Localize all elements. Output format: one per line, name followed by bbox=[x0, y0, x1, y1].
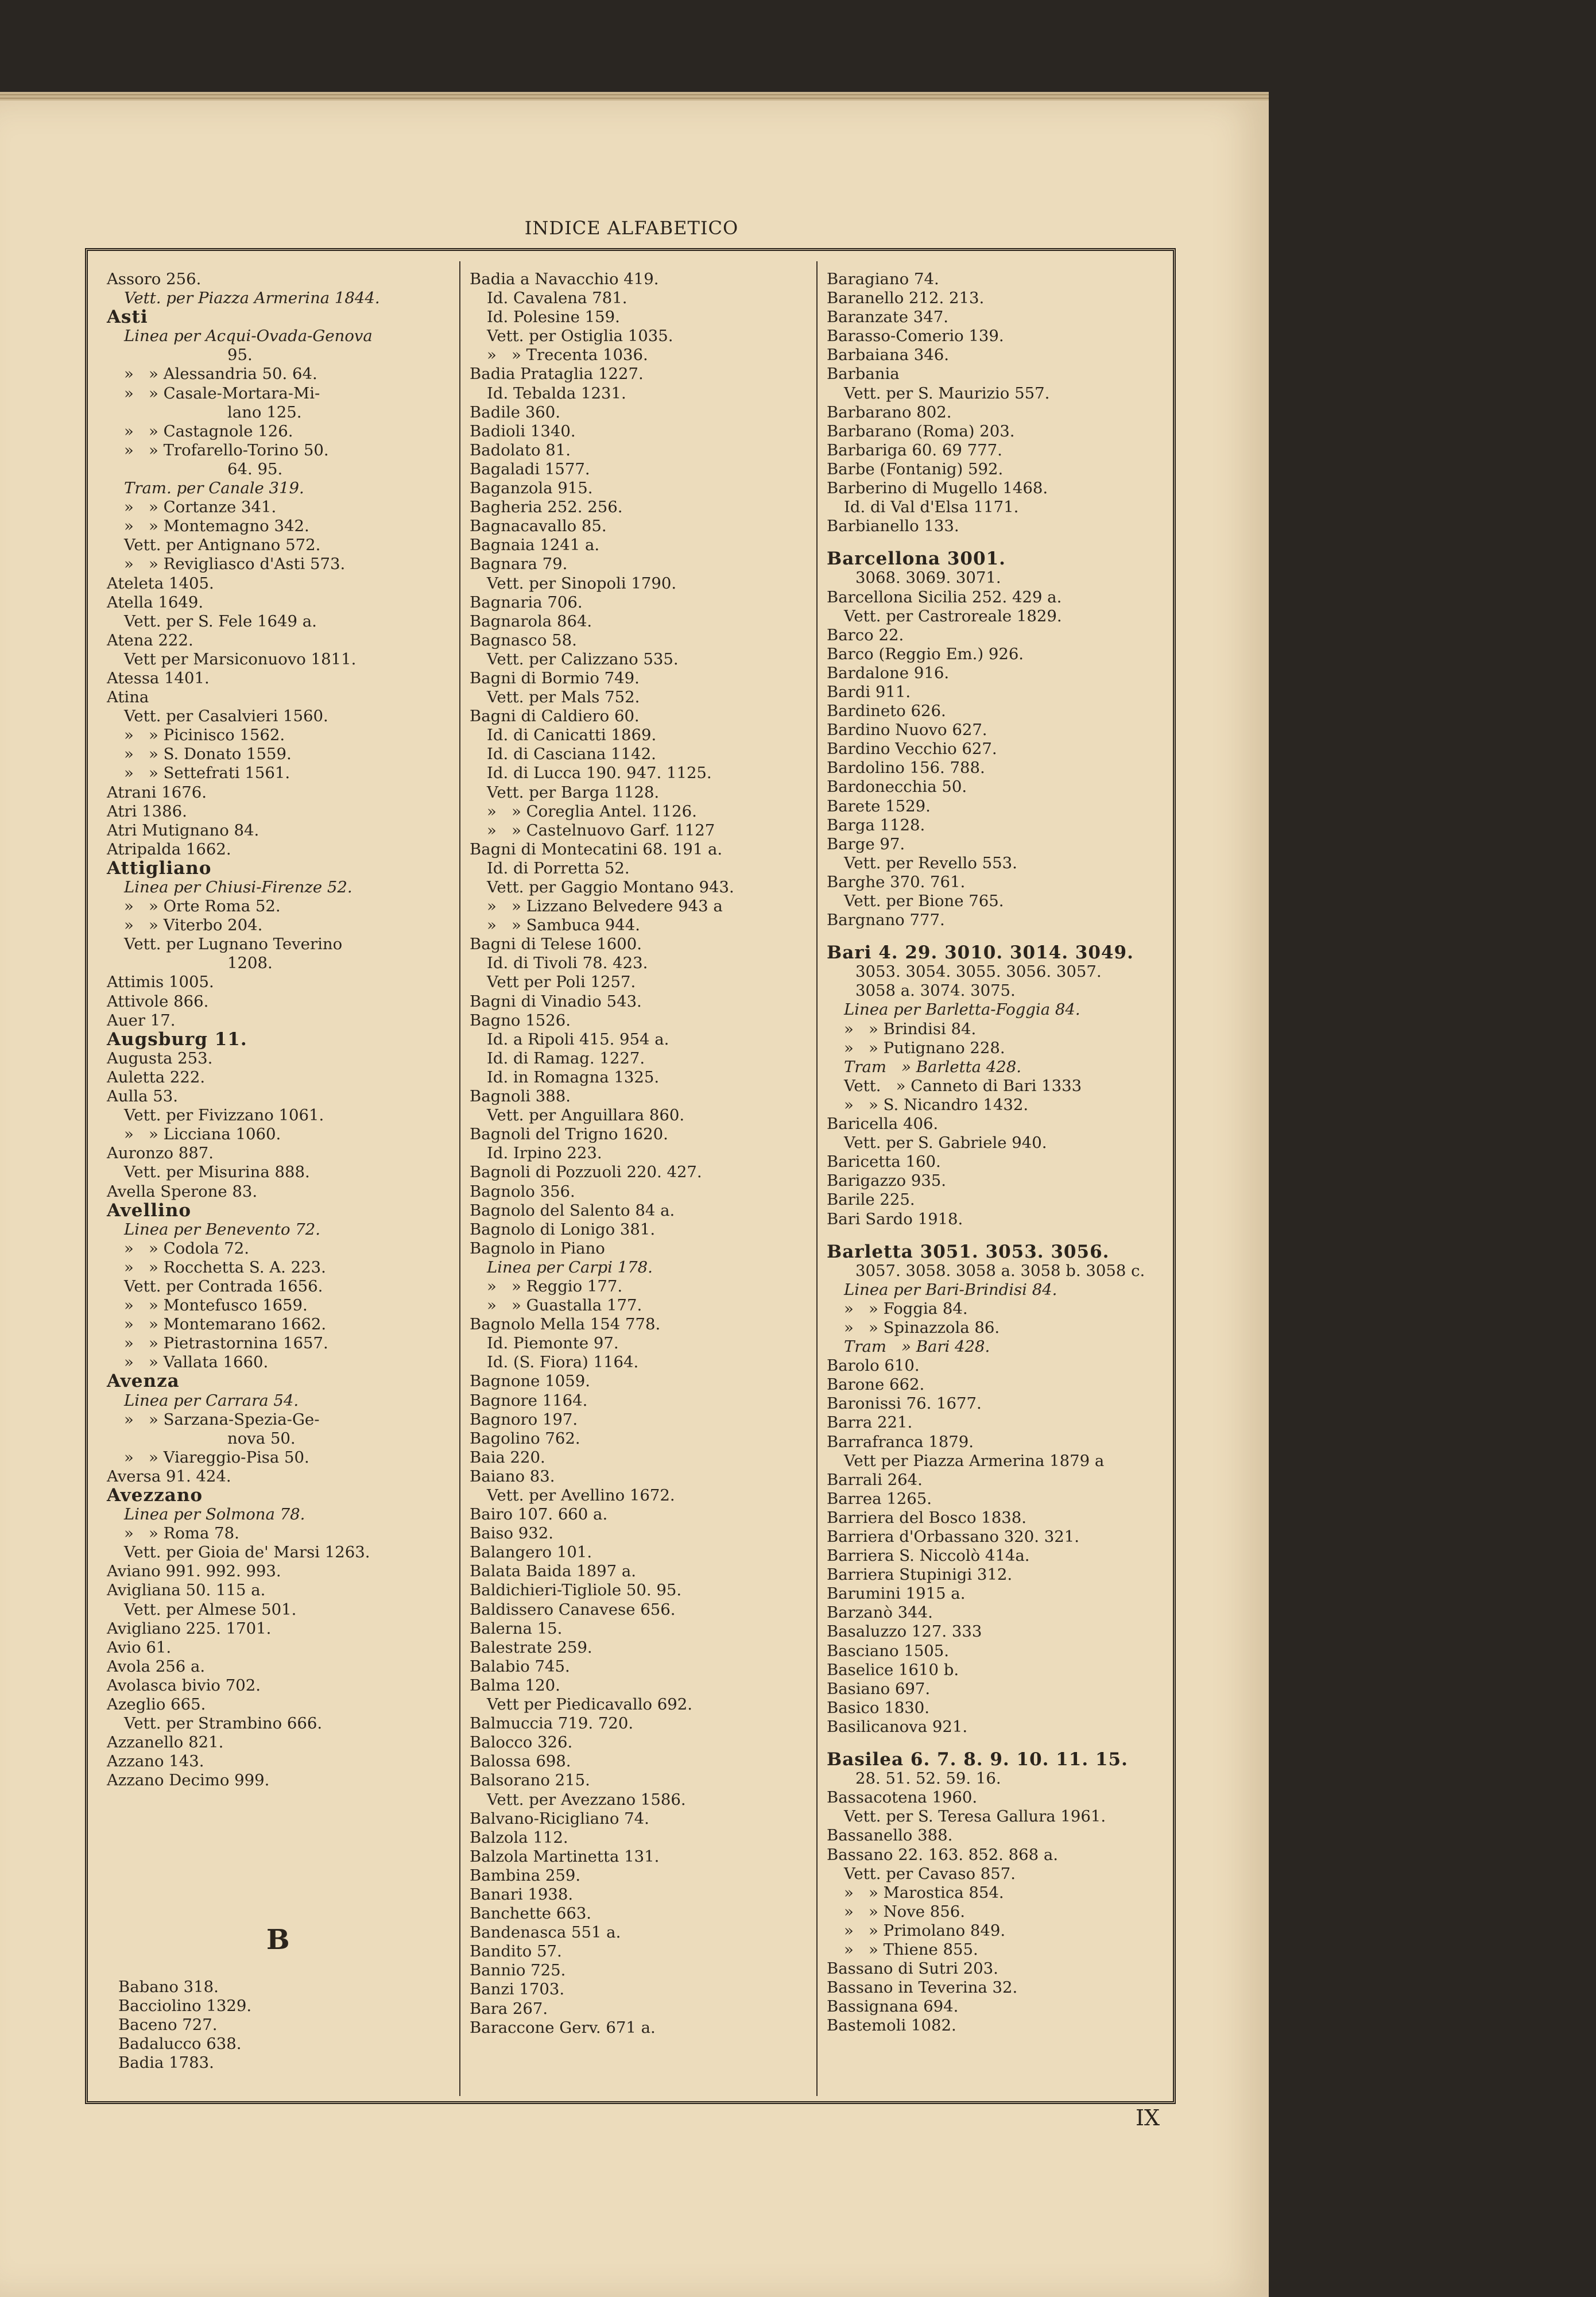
index-entry: Barete 1529. bbox=[827, 796, 931, 815]
index-entry: Barra 221. bbox=[827, 1413, 913, 1432]
index-entry: Baganzola 915. bbox=[470, 479, 593, 498]
index-entry: Baceno 727. bbox=[118, 2016, 218, 2035]
index-entry: » » S. Donato 1559. bbox=[124, 745, 292, 764]
index-entry: » » Putignano 228. bbox=[844, 1038, 1005, 1057]
index-entry: Barzanò 344. bbox=[827, 1603, 933, 1622]
index-entry: Basiano 697. bbox=[827, 1679, 931, 1698]
index-entry: Atena 222. bbox=[107, 631, 193, 649]
index-entry: Azzanello 821. bbox=[107, 1733, 224, 1752]
index-entry: Bagheria 252. 256. bbox=[470, 498, 623, 517]
index-entry: Bardineto 626. bbox=[827, 702, 946, 721]
index-entry: Baldichieri-Tigliole 50. 95. bbox=[470, 1581, 682, 1600]
index-entry: Bagnone 1059. bbox=[470, 1372, 590, 1391]
index-column-3 bbox=[827, 270, 1165, 2035]
index-entry: Vett. per Anguillara 860. bbox=[487, 1106, 685, 1125]
index-entry: Banchette 663. bbox=[470, 1904, 592, 1923]
page-number: IX bbox=[1136, 2105, 1160, 2130]
index-entry: 3053. 3054. 3055. 3056. 3057. bbox=[855, 962, 1102, 981]
index-heading: Asti bbox=[107, 307, 148, 328]
index-entry: Vett. per S. Gabriele 940. bbox=[844, 1134, 1047, 1153]
index-entry: » » Castagnole 126. bbox=[124, 421, 293, 440]
index-entry: Badia a Navacchio 419. bbox=[470, 270, 659, 288]
section-letter: B bbox=[266, 1924, 290, 1956]
index-entry: » » Revigliasco d'Asti 573. bbox=[124, 555, 346, 574]
index-entry: Auer 17. bbox=[107, 1011, 176, 1030]
index-entry: » » Coreglia Antel. 1126. bbox=[487, 802, 697, 821]
index-entry: Linea per Barletta-Foggia 84. bbox=[844, 1000, 1080, 1019]
index-entry: Barolo 610. bbox=[827, 1356, 920, 1375]
index-entry: Barbarano 802. bbox=[827, 403, 952, 421]
index-entry bbox=[827, 1737, 1165, 1750]
index-entry: » » Sambuca 944. bbox=[487, 916, 641, 935]
index-column-1 bbox=[107, 270, 451, 1791]
index-entry bbox=[827, 1229, 1165, 1243]
index-entry: Baraccone Gerv. 671 a. bbox=[470, 2018, 656, 2037]
index-entry: Badalucco 638. bbox=[118, 2035, 242, 2054]
index-entry: Vett. per Contrada 1656. bbox=[124, 1277, 323, 1296]
index-entry: Baiano 83. bbox=[470, 1467, 555, 1486]
index-entry: Bara 267. bbox=[470, 1999, 548, 2018]
index-entry: Vett. per Ostiglia 1035. bbox=[487, 327, 673, 346]
index-entry: Id. Tebalda 1231. bbox=[487, 384, 626, 403]
index-entry: Badia Prataglia 1227. bbox=[470, 365, 644, 384]
index-entry: Bari Sardo 1918. bbox=[827, 1209, 963, 1228]
index-entry: Id. di Tivoli 78. 423. bbox=[487, 954, 648, 973]
index-entry: 3058 a. 3074. 3075. bbox=[855, 981, 1016, 1000]
index-entry: » » Castelnuovo Garf. 1127 bbox=[487, 821, 715, 840]
index-column-2 bbox=[470, 270, 808, 2037]
index-entry: » » Viareggio-Pisa 50. bbox=[124, 1448, 309, 1467]
index-entry: » » Licciana 1060. bbox=[124, 1125, 281, 1144]
index-entry: Barco 22. bbox=[827, 625, 904, 644]
index-entry: Baiso 932. bbox=[470, 1524, 554, 1543]
index-entry: » » Pietrastornina 1657. bbox=[124, 1334, 328, 1353]
index-entry: Vett. per Avellino 1672. bbox=[487, 1486, 675, 1505]
index-entry: Bairo 107. 660 a. bbox=[470, 1505, 608, 1524]
index-entry: Bagnacavallo 85. bbox=[470, 517, 607, 536]
index-entry: Bassano 22. 163. 852. 868 a. bbox=[827, 1845, 1059, 1864]
index-entry: Azzano Decimo 999. bbox=[107, 1771, 270, 1790]
index-entry: Barriera S. Niccolò 414a. bbox=[827, 1546, 1030, 1565]
index-entry: Bacciolino 1329. bbox=[118, 1997, 252, 2016]
index-entry: Augusta 253. bbox=[107, 1049, 213, 1068]
index-entry: Bardonecchia 50. bbox=[827, 778, 967, 796]
b-section-entries bbox=[118, 1978, 251, 2072]
index-entry: Balossa 698. bbox=[470, 1752, 571, 1771]
index-entry: Vett. per Sinopoli 1790. bbox=[487, 574, 677, 593]
index-entry: Vett. per Barga 1128. bbox=[487, 783, 660, 802]
index-entry: Bandenasca 551 a. bbox=[470, 1923, 621, 1942]
index-entry: Vett. per Antignano 572. bbox=[124, 536, 321, 555]
index-entry: Barile 225. bbox=[827, 1190, 915, 1209]
index-entry: Bardolino 156. 788. bbox=[827, 759, 985, 778]
index-entry: Balzola 112. bbox=[470, 1828, 568, 1847]
index-entry: » » Foggia 84. bbox=[844, 1299, 968, 1318]
index-entry: Bagnoli del Trigno 1620. bbox=[470, 1125, 668, 1144]
index-entry: Baldissero Canavese 656. bbox=[470, 1600, 676, 1619]
index-entry: Auletta 222. bbox=[107, 1068, 206, 1086]
index-entry: Badile 360. bbox=[470, 403, 561, 421]
index-entry: Barasso-Comerio 139. bbox=[827, 327, 1004, 346]
index-entry: Barbe (Fontanig) 592. bbox=[827, 459, 1004, 478]
index-entry: Id. di Casciana 1142. bbox=[487, 745, 656, 764]
index-entry: Bagnoro 197. bbox=[470, 1410, 578, 1429]
index-entry: Vett. per S. Maurizio 557. bbox=[844, 384, 1050, 403]
index-entry: 95. bbox=[227, 346, 253, 365]
index-entry: Barge 97. bbox=[827, 834, 905, 853]
index-entry: » » Montemagno 342. bbox=[124, 517, 309, 536]
index-entry: Vett. per Avezzano 1586. bbox=[487, 1790, 686, 1809]
index-entry: Vett. per Strambino 666. bbox=[124, 1714, 323, 1733]
index-entry: Basciano 1505. bbox=[827, 1641, 950, 1660]
index-entry: Bardi 911. bbox=[827, 682, 911, 701]
index-entry: Vett. per Casalvieri 1560. bbox=[124, 707, 328, 726]
index-entry: » » Codola 72. bbox=[124, 1239, 250, 1258]
index-entry: Bagni di Montecatini 68. 191 a. bbox=[470, 840, 723, 859]
index-entry: » » Viterbo 204. bbox=[124, 916, 263, 935]
index-entry: Bagolino 762. bbox=[470, 1429, 580, 1448]
index-heading: Avenza bbox=[107, 1371, 180, 1392]
index-entry: Barrali 264. bbox=[827, 1470, 923, 1489]
index-entry: Bambina 259. bbox=[470, 1866, 581, 1885]
index-entry: 1208. bbox=[227, 954, 273, 973]
index-entry: Id. di Porretta 52. bbox=[487, 859, 630, 877]
index-entry: Bagnarola 864. bbox=[470, 612, 592, 631]
index-entry: Avigliana 50. 115 a. bbox=[107, 1581, 266, 1600]
index-entry: » » Primolano 849. bbox=[844, 1921, 1006, 1940]
index-entry: Auronzo 887. bbox=[107, 1144, 214, 1163]
index-heading: Barcellona 3001. bbox=[827, 548, 1006, 570]
index-entry: Barghe 370. 761. bbox=[827, 872, 966, 891]
index-entry: Barriera d'Orbassano 320. 321. bbox=[827, 1528, 1079, 1546]
index-entry: Barone 662. bbox=[827, 1375, 925, 1394]
index-entry: Assoro 256. bbox=[107, 270, 202, 288]
index-heading: Avezzano bbox=[107, 1485, 203, 1506]
index-entry: Bardalone 916. bbox=[827, 663, 950, 682]
index-entry: Basilicanova 921. bbox=[827, 1717, 968, 1736]
index-entry: Bagnolo Mella 154 778. bbox=[470, 1315, 661, 1334]
index-entry: Bagnoli di Pozzuoli 220. 427. bbox=[470, 1163, 702, 1182]
index-entry: Baronissi 76. 1677. bbox=[827, 1394, 982, 1413]
index-entry: Balocco 326. bbox=[470, 1733, 573, 1752]
index-entry: Barbania bbox=[827, 365, 900, 384]
index-entry: » » Casale-Mortara-Mi- bbox=[124, 384, 320, 403]
index-entry: » » Lizzano Belvedere 943 a bbox=[487, 897, 723, 916]
index-entry: Bassano di Sutri 203. bbox=[827, 1959, 998, 1978]
index-entry: » » Rocchetta S. A. 223. bbox=[124, 1258, 326, 1277]
index-entry: Vett. per Gioia de' Marsi 1263. bbox=[124, 1543, 370, 1562]
index-entry: 3068. 3069. 3071. bbox=[855, 569, 1001, 587]
index-entry: Balabio 745. bbox=[470, 1657, 570, 1676]
index-entry: Barriera del Bosco 1838. bbox=[827, 1508, 1026, 1527]
index-entry: Atella 1649. bbox=[107, 593, 204, 612]
index-entry: Bagnolo di Lonigo 381. bbox=[470, 1220, 656, 1239]
index-entry: » » Trofarello-Torino 50. bbox=[124, 440, 329, 459]
index-entry: Id. di Val d'Elsa 1171. bbox=[844, 498, 1019, 517]
index-entry: Bagnolo 356. bbox=[470, 1182, 575, 1201]
index-entry: Id. Piemonte 97. bbox=[487, 1334, 619, 1353]
index-entry: Bagnolo del Salento 84 a. bbox=[470, 1201, 675, 1220]
index-entry: Linea per Solmona 78. bbox=[124, 1505, 305, 1524]
index-entry: Bastemoli 1082. bbox=[827, 2016, 956, 2035]
index-entry: Bagnolo in Piano bbox=[470, 1239, 605, 1258]
index-heading: Attigliano bbox=[107, 857, 212, 879]
index-entry: 3057. 3058. 3058 a. 3058 b. 3058 c. bbox=[855, 1261, 1145, 1280]
index-entry: » » Cortanze 341. bbox=[124, 498, 277, 517]
index-entry: Vett per Piedicavallo 692. bbox=[487, 1695, 693, 1714]
index-entry: Bandito 57. bbox=[470, 1942, 562, 1961]
index-entry: Tram » Barletta 428. bbox=[844, 1057, 1022, 1076]
index-entry: Vett. per Calizzano 535. bbox=[487, 649, 679, 668]
index-entry: » » Picinisco 1562. bbox=[124, 726, 285, 745]
index-entry: Baricetta 160. bbox=[827, 1153, 941, 1171]
index-entry: Vett. per Lugnano Teverino bbox=[124, 935, 343, 954]
index-entry: » » S. Nicandro 1432. bbox=[844, 1095, 1029, 1114]
index-entry: Bassano in Teverina 32. bbox=[827, 1978, 1018, 1997]
index-entry: Bagaladi 1577. bbox=[470, 459, 590, 478]
index-entry: Id. Cavalena 781. bbox=[487, 289, 627, 308]
index-entry: » » Roma 78. bbox=[124, 1524, 239, 1543]
index-entry: Bassacotena 1960. bbox=[827, 1788, 978, 1807]
index-entry: Vett. per Bione 765. bbox=[844, 892, 1004, 910]
index-entry: Balerna 15. bbox=[470, 1619, 563, 1638]
index-entry: Baselice 1610 b. bbox=[827, 1660, 959, 1679]
index-entry: Balma 120. bbox=[470, 1676, 560, 1695]
index-entry: Vett. » Canneto di Bari 1333 bbox=[844, 1076, 1082, 1095]
index-entry: » » Reggio 177. bbox=[487, 1277, 623, 1296]
column-separator bbox=[459, 261, 460, 2096]
index-entry: Barbianello 133. bbox=[827, 517, 959, 536]
index-entry: Id. di Lucca 190. 947. 1125. bbox=[487, 764, 712, 783]
index-entry: Baragiano 74. bbox=[827, 270, 939, 288]
index-entry: Bagnara 79. bbox=[470, 555, 568, 574]
index-entry: Barco (Reggio Em.) 926. bbox=[827, 644, 1024, 663]
index-entry: Bagnaria 706. bbox=[470, 593, 583, 612]
index-entry: Avigliano 225. 1701. bbox=[107, 1619, 272, 1638]
index-entry: » » Brindisi 84. bbox=[844, 1019, 977, 1038]
index-entry: Barga 1128. bbox=[827, 815, 925, 834]
index-entry: Vett. per Cavaso 857. bbox=[844, 1864, 1016, 1883]
index-entry: Badolato 81. bbox=[470, 440, 571, 459]
index-entry: Vett. per S. Teresa Gallura 1961. bbox=[844, 1807, 1106, 1826]
index-entry: 28. 51. 52. 59. 16. bbox=[855, 1769, 1001, 1788]
index-entry: Bagni di Caldiero 60. bbox=[470, 707, 640, 726]
index-entry: Atripalda 1662. bbox=[107, 840, 231, 859]
index-entry: Badia 1783. bbox=[118, 2054, 214, 2072]
index-entry: Balestrate 259. bbox=[470, 1638, 592, 1657]
index-entry: Aversa 91. 424. bbox=[107, 1467, 231, 1486]
index-entry: Bardino Nuovo 627. bbox=[827, 721, 987, 740]
index-entry: Linea per Bari-Brindisi 84. bbox=[844, 1280, 1057, 1299]
index-entry: Avolasca bivio 702. bbox=[107, 1676, 261, 1695]
index-entry: Baranello 212. 213. bbox=[827, 289, 985, 308]
index-entry: Barbaiana 346. bbox=[827, 346, 950, 365]
index-entry: Vett. per Revello 553. bbox=[844, 853, 1017, 872]
index-entry: Baia 220. bbox=[470, 1448, 545, 1467]
index-entry: Barigazzo 935. bbox=[827, 1171, 947, 1190]
index-entry: Aulla 53. bbox=[107, 1087, 179, 1106]
index-entry: Bagni di Telese 1600. bbox=[470, 935, 642, 954]
index-entry: » » Sarzana-Spezia-Ge- bbox=[124, 1410, 320, 1429]
index-entry: Bagni di Vinadio 543. bbox=[470, 992, 642, 1011]
index-entry: Azeglio 665. bbox=[107, 1695, 206, 1714]
index-entry: Banari 1938. bbox=[470, 1885, 574, 1904]
index-entry: Bagnaia 1241 a. bbox=[470, 536, 600, 555]
index-entry: Baranzate 347. bbox=[827, 308, 949, 327]
index-entry: Linea per Carpi 178. bbox=[487, 1258, 653, 1277]
index-entry: Bassanello 388. bbox=[827, 1826, 953, 1845]
index-entry: Vett per Piazza Armerina 1879 a bbox=[844, 1451, 1105, 1470]
index-entry: » » Spinazzola 86. bbox=[844, 1318, 1000, 1337]
index-entry: Attimis 1005. bbox=[107, 973, 214, 992]
index-entry bbox=[827, 536, 1165, 550]
index-entry: Vett per Marsiconuovo 1811. bbox=[124, 649, 357, 668]
index-entry: Vett. per S. Fele 1649 a. bbox=[124, 612, 317, 631]
index-entry: Bannio 725. bbox=[470, 1961, 566, 1980]
index-entry: Vett. per Castroreale 1829. bbox=[844, 606, 1062, 625]
index-entry: Atri 1386. bbox=[107, 802, 187, 821]
index-entry: Id. (S. Fiora) 1164. bbox=[487, 1353, 639, 1372]
index-entry: Barberino di Mugello 1468. bbox=[827, 479, 1048, 498]
index-heading: Augsburg 11. bbox=[107, 1028, 247, 1050]
index-entry: Tram. per Canale 319. bbox=[124, 479, 304, 498]
index-entry: Barriera Stupinigi 312. bbox=[827, 1565, 1013, 1584]
index-entry: Linea per Benevento 72. bbox=[124, 1220, 321, 1239]
index-entry: Vett per Poli 1257. bbox=[487, 973, 636, 992]
index-entry: Bagni di Bormio 749. bbox=[470, 668, 640, 687]
index-entry: Linea per Acqui-Ovada-Genova bbox=[124, 327, 373, 346]
index-entry: Balsorano 215. bbox=[470, 1771, 590, 1790]
index-entry: Basico 1830. bbox=[827, 1698, 929, 1717]
index-entry: Barcellona Sicilia 252. 429 a. bbox=[827, 587, 1062, 606]
index-entry: Vett. per Misurina 888. bbox=[124, 1163, 310, 1182]
index-entry: Azzano 143. bbox=[107, 1752, 204, 1771]
index-entry: Atri Mutignano 84. bbox=[107, 821, 259, 840]
index-entry: Id. Polesine 159. bbox=[487, 308, 620, 327]
index-heading: Bari 4. 29. 3010. 3014. 3049. bbox=[827, 942, 1134, 964]
index-entry: Avio 61. bbox=[107, 1638, 172, 1657]
index-entry: » » Nove 856. bbox=[844, 1902, 966, 1921]
index-entry: Linea per Chiusi-Firenze 52. bbox=[124, 878, 352, 896]
index-entry: Balata Baida 1897 a. bbox=[470, 1562, 636, 1581]
index-entry: Atrani 1676. bbox=[107, 783, 207, 802]
index-entry: Barbariga 60. 69 777. bbox=[827, 440, 1002, 459]
index-entry: Tram » Bari 428. bbox=[844, 1337, 990, 1356]
index-entry: 64. 95. bbox=[227, 459, 283, 478]
index-entry: Bagnoli 388. bbox=[470, 1087, 571, 1106]
index-entry: » » Thiene 855. bbox=[844, 1940, 978, 1959]
index-entry: Vett. per Almese 501. bbox=[124, 1600, 297, 1619]
index-entry: Bassignana 694. bbox=[827, 1997, 959, 2016]
index-entry: » » Montefusco 1659. bbox=[124, 1296, 308, 1315]
index-heading: Basilea 6. 7. 8. 9. 10. 11. 15. bbox=[827, 1749, 1128, 1770]
index-entry: Basaluzzo 127. 333 bbox=[827, 1622, 982, 1641]
index-entry: Barumini 1915 a. bbox=[827, 1584, 966, 1603]
index-entry: Id. Irpino 223. bbox=[487, 1144, 602, 1163]
index-entry: Attivole 866. bbox=[107, 992, 209, 1011]
index-entry: Banzi 1703. bbox=[470, 1980, 565, 1999]
index-entry: Atessa 1401. bbox=[107, 668, 210, 687]
index-entry: » » Alessandria 50. 64. bbox=[124, 365, 317, 384]
index-entry: » » Vallata 1660. bbox=[124, 1353, 269, 1372]
index-entry: » » Orte Roma 52. bbox=[124, 897, 281, 916]
index-entry: » » Settefrati 1561. bbox=[124, 764, 290, 783]
index-entry: Baricella 406. bbox=[827, 1115, 939, 1134]
index-entry: Vett. per Piazza Armerina 1844. bbox=[124, 289, 380, 308]
index-entry: » » Trecenta 1036. bbox=[487, 346, 648, 365]
index-entry: lano 125. bbox=[227, 403, 302, 421]
index-entry: Bagnore 1164. bbox=[470, 1391, 588, 1410]
index-entry: Badioli 1340. bbox=[470, 421, 576, 440]
index-entry: » » Guastalla 177. bbox=[487, 1296, 642, 1315]
index-entry bbox=[827, 930, 1165, 943]
index-entry: Vett. per Fivizzano 1061. bbox=[124, 1106, 324, 1125]
index-entry: nova 50. bbox=[227, 1429, 296, 1448]
index-entry: Ateleta 1405. bbox=[107, 574, 214, 593]
index-entry: Babano 318. bbox=[118, 1978, 219, 1996]
index-entry: Vett. per Gaggio Montano 943. bbox=[487, 878, 734, 896]
index-entry: Aviano 991. 992. 993. bbox=[107, 1562, 281, 1581]
index-entry: Balzola Martinetta 131. bbox=[470, 1847, 660, 1866]
index-entry: Avola 256 a. bbox=[107, 1657, 206, 1676]
page-header-title: INDICE ALFABETICO bbox=[524, 217, 739, 239]
index-entry: » » Marostica 854. bbox=[844, 1883, 1004, 1902]
index-entry: Barrea 1265. bbox=[827, 1489, 932, 1508]
index-entry: » » Montemarano 1662. bbox=[124, 1315, 327, 1334]
index-entry: Id. a Ripoli 415. 954 a. bbox=[487, 1030, 669, 1049]
index-entry: Id. di Canicatti 1869. bbox=[487, 726, 657, 745]
index-heading: Barletta 3051. 3053. 3056. bbox=[827, 1241, 1110, 1262]
index-entry: Bagnasco 58. bbox=[470, 631, 577, 649]
index-entry: Balmuccia 719. 720. bbox=[470, 1714, 634, 1733]
index-entry: Linea per Carrara 54. bbox=[124, 1391, 299, 1410]
index-entry: Bargnano 777. bbox=[827, 911, 945, 930]
index-entry: Barrafranca 1879. bbox=[827, 1432, 974, 1451]
column-separator bbox=[816, 261, 818, 2096]
index-entry: Barbarano (Roma) 203. bbox=[827, 421, 1015, 440]
index-entry: Balvano-Ricigliano 74. bbox=[470, 1809, 649, 1828]
index-entry: Bardino Vecchio 627. bbox=[827, 740, 997, 759]
index-entry: Balangero 101. bbox=[470, 1543, 592, 1562]
index-heading: Avellino bbox=[107, 1200, 192, 1221]
index-entry: Id. di Ramag. 1227. bbox=[487, 1049, 645, 1068]
index-entry: Bagno 1526. bbox=[470, 1011, 571, 1030]
index-entry: Avella Sperone 83. bbox=[107, 1182, 258, 1201]
index-entry: Id. in Romagna 1325. bbox=[487, 1068, 660, 1086]
index-entry: Atina bbox=[107, 688, 149, 707]
index-entry: Vett. per Mals 752. bbox=[487, 688, 640, 707]
